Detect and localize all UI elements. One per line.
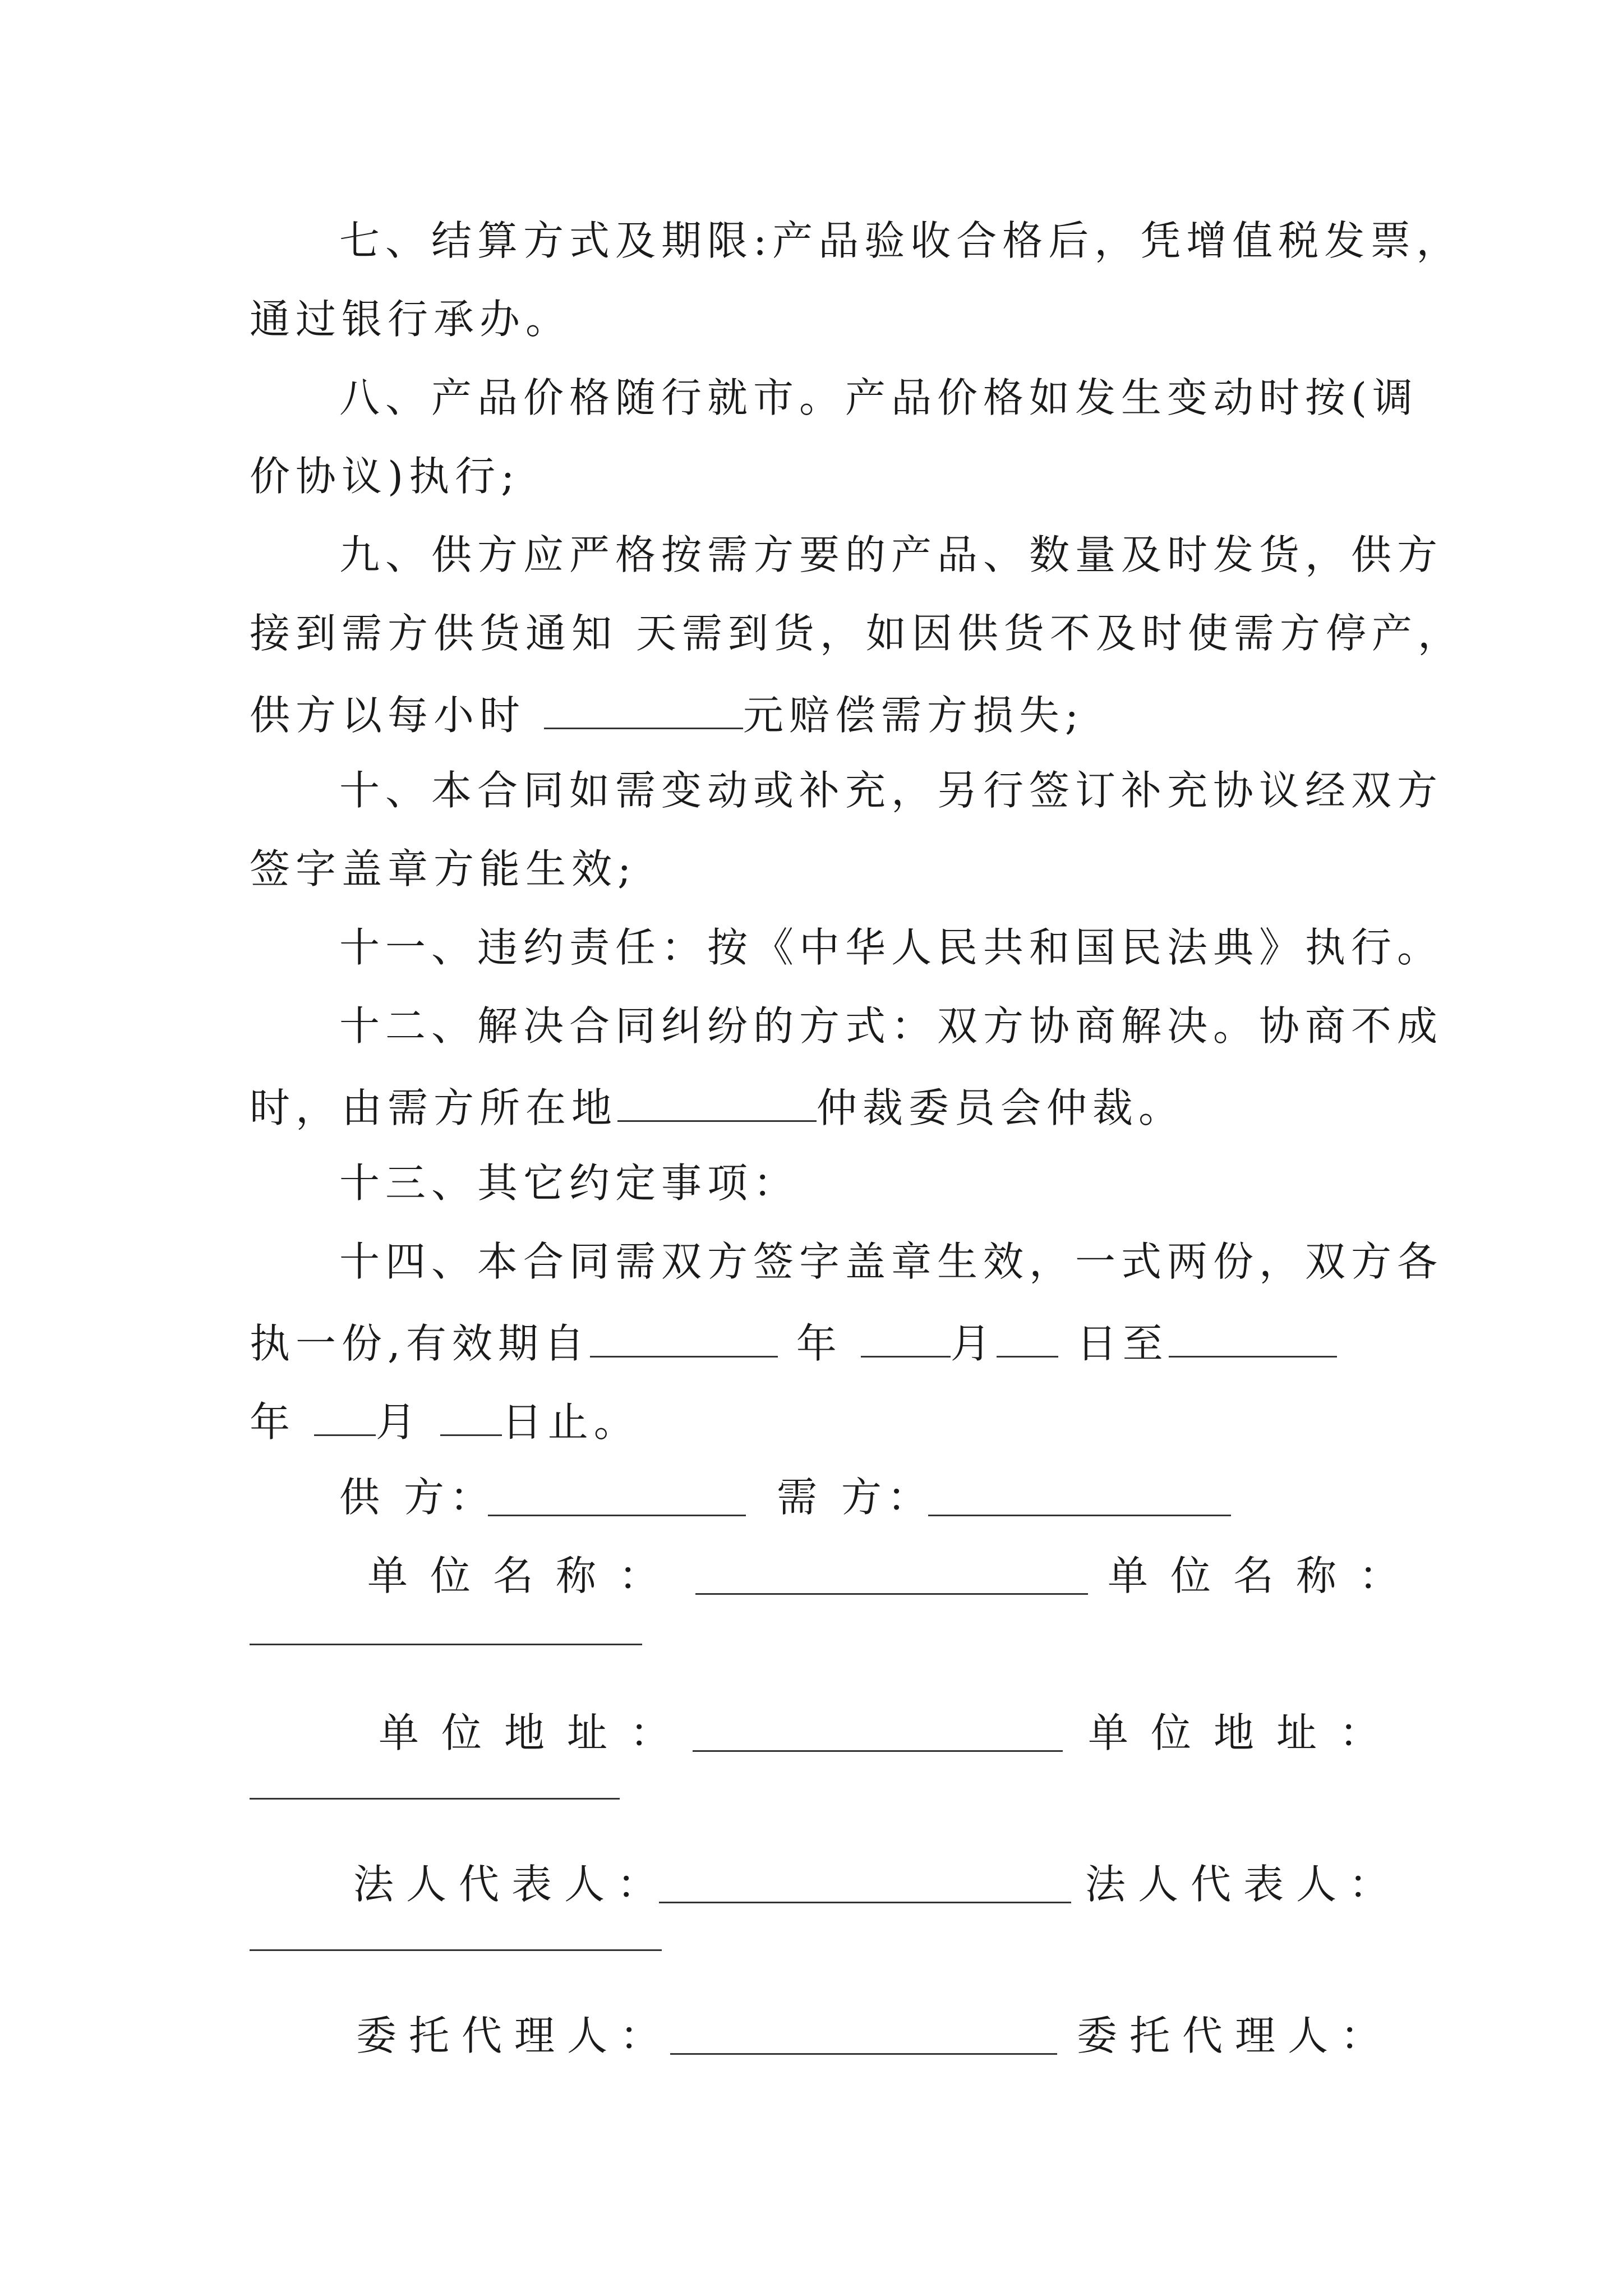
supplier-unit-name-label: 单位名称： [367,1552,682,1599]
clause-9-text-b: 元赔偿需方损失; [743,692,1085,739]
clause-12-line-1: 十二、解决合同纠纷的方式：双方协商解决。协商不成 [339,1002,1444,1050]
arbitration-location-blank[interactable] [617,1084,817,1122]
end-day-blank[interactable] [440,1398,502,1436]
clause-9-line-2: 接到需方供货通知 天需到货，如因供货不及时使需方停产， [250,610,1464,657]
supplier-unit-address-label: 单位地址： [379,1709,693,1756]
buyer-unit-name-blank[interactable] [250,1644,642,1645]
clause-8-line-1: 八、产品价格随行就市。产品价格如发生变动时按(调 [339,374,1419,421]
end-month-blank[interactable] [314,1398,376,1436]
buyer-unit-name-label: 单位名称： [1108,1552,1422,1599]
end-year-blank[interactable] [1169,1320,1337,1358]
buyer-legal-rep-blank[interactable] [250,1949,662,1951]
clause-14-year: 年 [777,1320,861,1367]
clause-10-line-2: 签字盖章方能生效; [250,845,637,892]
clause-14-line-3 [250,1398,640,1446]
clause-7-line-2: 通过银行承办。 [250,296,572,343]
supplier-agent-blank[interactable] [670,2053,1057,2055]
clause-14-line-2 [250,1320,1337,1367]
clause-14-end-day: 日止。 [501,1398,640,1446]
supplier-legal-rep-blank[interactable] [659,1902,1071,1903]
clause-8-line-2: 价协议)执行; [250,453,520,500]
clause-14-end-month: 月 [375,1398,440,1446]
buyer-label: 需 方： [777,1474,933,1521]
supplier-blank[interactable] [488,1515,746,1516]
buyer-blank[interactable] [928,1515,1231,1516]
clause-14-month: 月 [950,1320,997,1367]
clause-9-line-3 [250,692,1085,739]
clause-14-text-a: 执一份,有效期自 [250,1320,590,1367]
buyer-unit-address-label: 单位地址： [1088,1709,1403,1756]
supplier-legal-rep-label: 法人代表人： [353,1861,670,1908]
supplier-label: 供 方： [339,1474,496,1521]
clause-12-text-a: 时，由需方所在地 [250,1084,618,1131]
clause-9-text-a: 供方以每小时 [250,692,544,739]
supplier-agent-label: 委托代理人： [356,2012,673,2059]
clause-7-line-1: 七、结算方式及期限:产品验收合格后，凭增值税发票， [339,217,1463,264]
clause-11: 十一、违约责任：按《中华人民共和国民法典》执行。 [339,924,1444,971]
supplier-unit-name-blank[interactable] [695,1593,1088,1595]
buyer-legal-rep-label: 法人代表人： [1085,1861,1402,1908]
start-day-blank[interactable] [997,1320,1058,1358]
compensation-blank[interactable] [544,692,743,729]
buyer-unit-address-blank[interactable] [250,1798,620,1800]
clause-13: 十三、其它约定事项： [339,1159,800,1207]
clause-10-line-1: 十、本合同如需变动或补充，另行签订补充协议经双方 [339,767,1444,814]
clause-14-line-1: 十四、本合同需双方签字盖章生效，一式两份，双方各 [339,1238,1444,1285]
start-year-blank[interactable] [590,1320,778,1358]
clause-9-line-1: 九、供方应严格按需方要的产品、数量及时发货，供方 [339,531,1444,578]
clause-14-end-year: 年 [250,1398,314,1446]
start-month-blank[interactable] [861,1320,951,1358]
buyer-agent-label: 委托代理人： [1077,2012,1394,2059]
clause-12-line-2 [250,1084,1185,1131]
supplier-unit-address-blank[interactable] [693,1750,1063,1752]
clause-12-text-b: 仲裁委员会仲裁。 [817,1084,1185,1131]
clause-14-day-to: 日至 [1058,1320,1169,1367]
